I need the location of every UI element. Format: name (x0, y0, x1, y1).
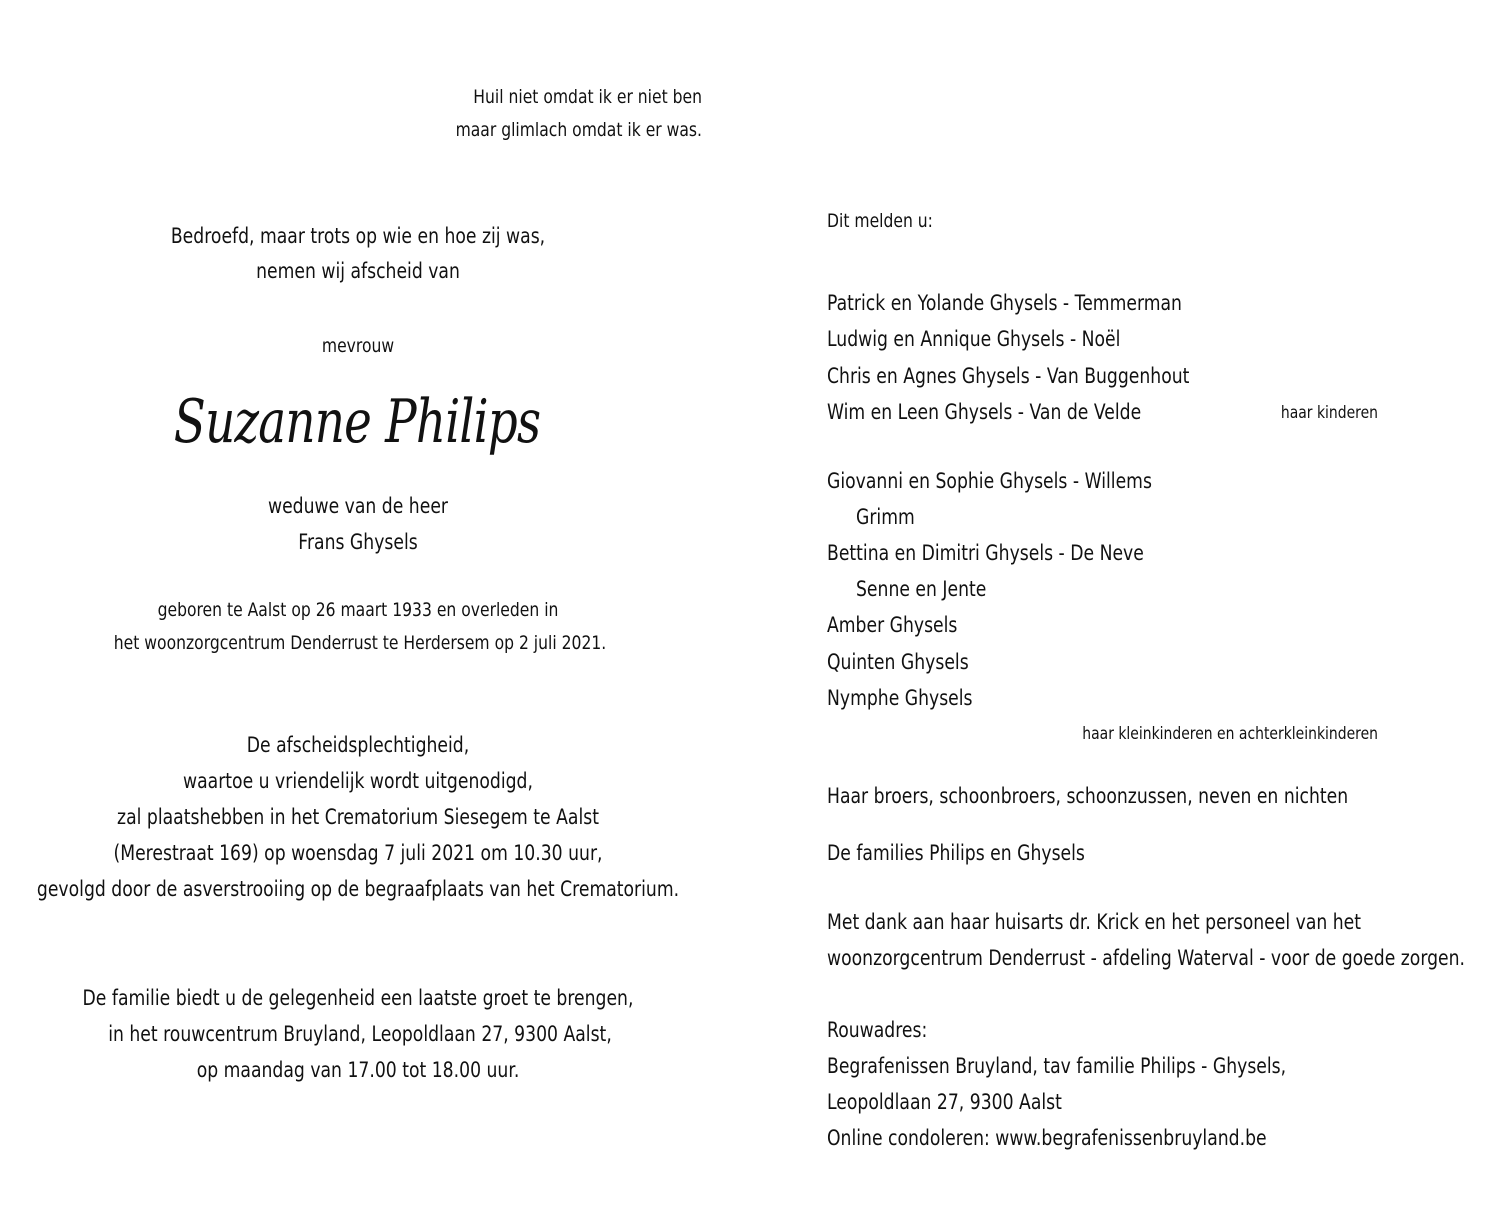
title-mevrouw: mevrouw (321, 335, 395, 357)
ceremony-line-3: zal plaatshebben in het Crematorium Siesegem te Aalst (117, 805, 599, 829)
child-line-4: Wim en Leen Ghysels - Van de Velde (827, 400, 1142, 424)
grandchild-line-2: Grimm (856, 505, 915, 529)
poem-line-1: Huil niet omdat ik er niet ben (473, 86, 702, 108)
ceremony-line-5: gevolgd door de asverstrooiing op de begraafplaats van het Crematorium. (36, 877, 680, 901)
widow-line-1: weduwe van de heer (268, 494, 448, 518)
birth-death-line-2: het woonzorgcentrum Denderrust te Herdersem op 2 juli 2021. (113, 632, 607, 654)
address-line-1: Begrafenissen Bruyland, tav familie Philips - Ghysels, (827, 1054, 1287, 1078)
widow-line-2: Frans Ghysels (298, 530, 418, 554)
announce-label: Dit melden u: (827, 210, 933, 232)
online-condolence: Online condoleren: www.begrafenissenbruyland.be (827, 1126, 1267, 1150)
grandchildren-label: haar kleinkinderen en achterkleinkinderen (1082, 724, 1378, 744)
thanks-line-2: woonzorgcentrum Denderrust - afdeling Waterval - voor de goede zorgen. (827, 946, 1466, 970)
address-label: Rouwadres: (827, 1018, 928, 1042)
address-line-2: Leopoldlaan 27, 9300 Aalst (827, 1090, 1062, 1114)
grandchild-line-3: Bettina en Dimitri Ghysels - De Neve (827, 541, 1144, 565)
children-label: haar kinderen (1280, 403, 1378, 423)
child-line-2: Ludwig en Annique Ghysels - Noël (827, 327, 1121, 351)
intro-line-2: nemen wij afscheid van (256, 259, 460, 283)
birth-death-line-1: geboren te Aalst op 26 maart 1933 en overleden in (157, 599, 559, 621)
grandchild-line-5: Amber Ghysels (827, 613, 958, 637)
ceremony-line-1: De afscheidsplechtigheid, (246, 733, 470, 757)
grandchild-line-7: Nymphe Ghysels (827, 686, 973, 710)
intro-line-1: Bedroefd, maar trots op wie en hoe zij was, (170, 224, 546, 248)
grandchild-line-4: Senne en Jente (856, 577, 987, 601)
visit-line-3: op maandag van 17.00 tot 18.00 uur. (196, 1058, 520, 1082)
families-line: De families Philips en Ghysels (827, 841, 1085, 865)
visit-line-2: in het rouwcentrum Bruyland, Leopoldlaan 27, 9300 Aalst, (108, 1022, 612, 1046)
siblings-line: Haar broers, schoonbroers, schoonzussen, neven en nichten (827, 784, 1349, 808)
visit-line-1: De familie biedt u de gelegenheid een laatste groet te brengen, (82, 986, 634, 1010)
poem-line-2: maar glimlach omdat ik er was. (455, 119, 702, 141)
thanks-line-1: Met dank aan haar huisarts dr. Krick en het personeel van het (827, 910, 1362, 934)
child-line-1: Patrick en Yolande Ghysels - Temmerman (827, 291, 1182, 315)
ceremony-line-4: (Merestraat 169) op woensdag 7 juli 2021 om 10.30 uur, (113, 841, 603, 865)
grandchild-line-1: Giovanni en Sophie Ghysels - Willems (827, 469, 1152, 493)
ceremony-line-2: waartoe u vriendelijk wordt uitgenodigd, (183, 769, 533, 793)
deceased-name: Suzanne Philips (173, 387, 541, 457)
grandchild-line-6: Quinten Ghysels (827, 650, 969, 674)
child-line-3: Chris en Agnes Ghysels - Van Buggenhout (827, 364, 1190, 388)
